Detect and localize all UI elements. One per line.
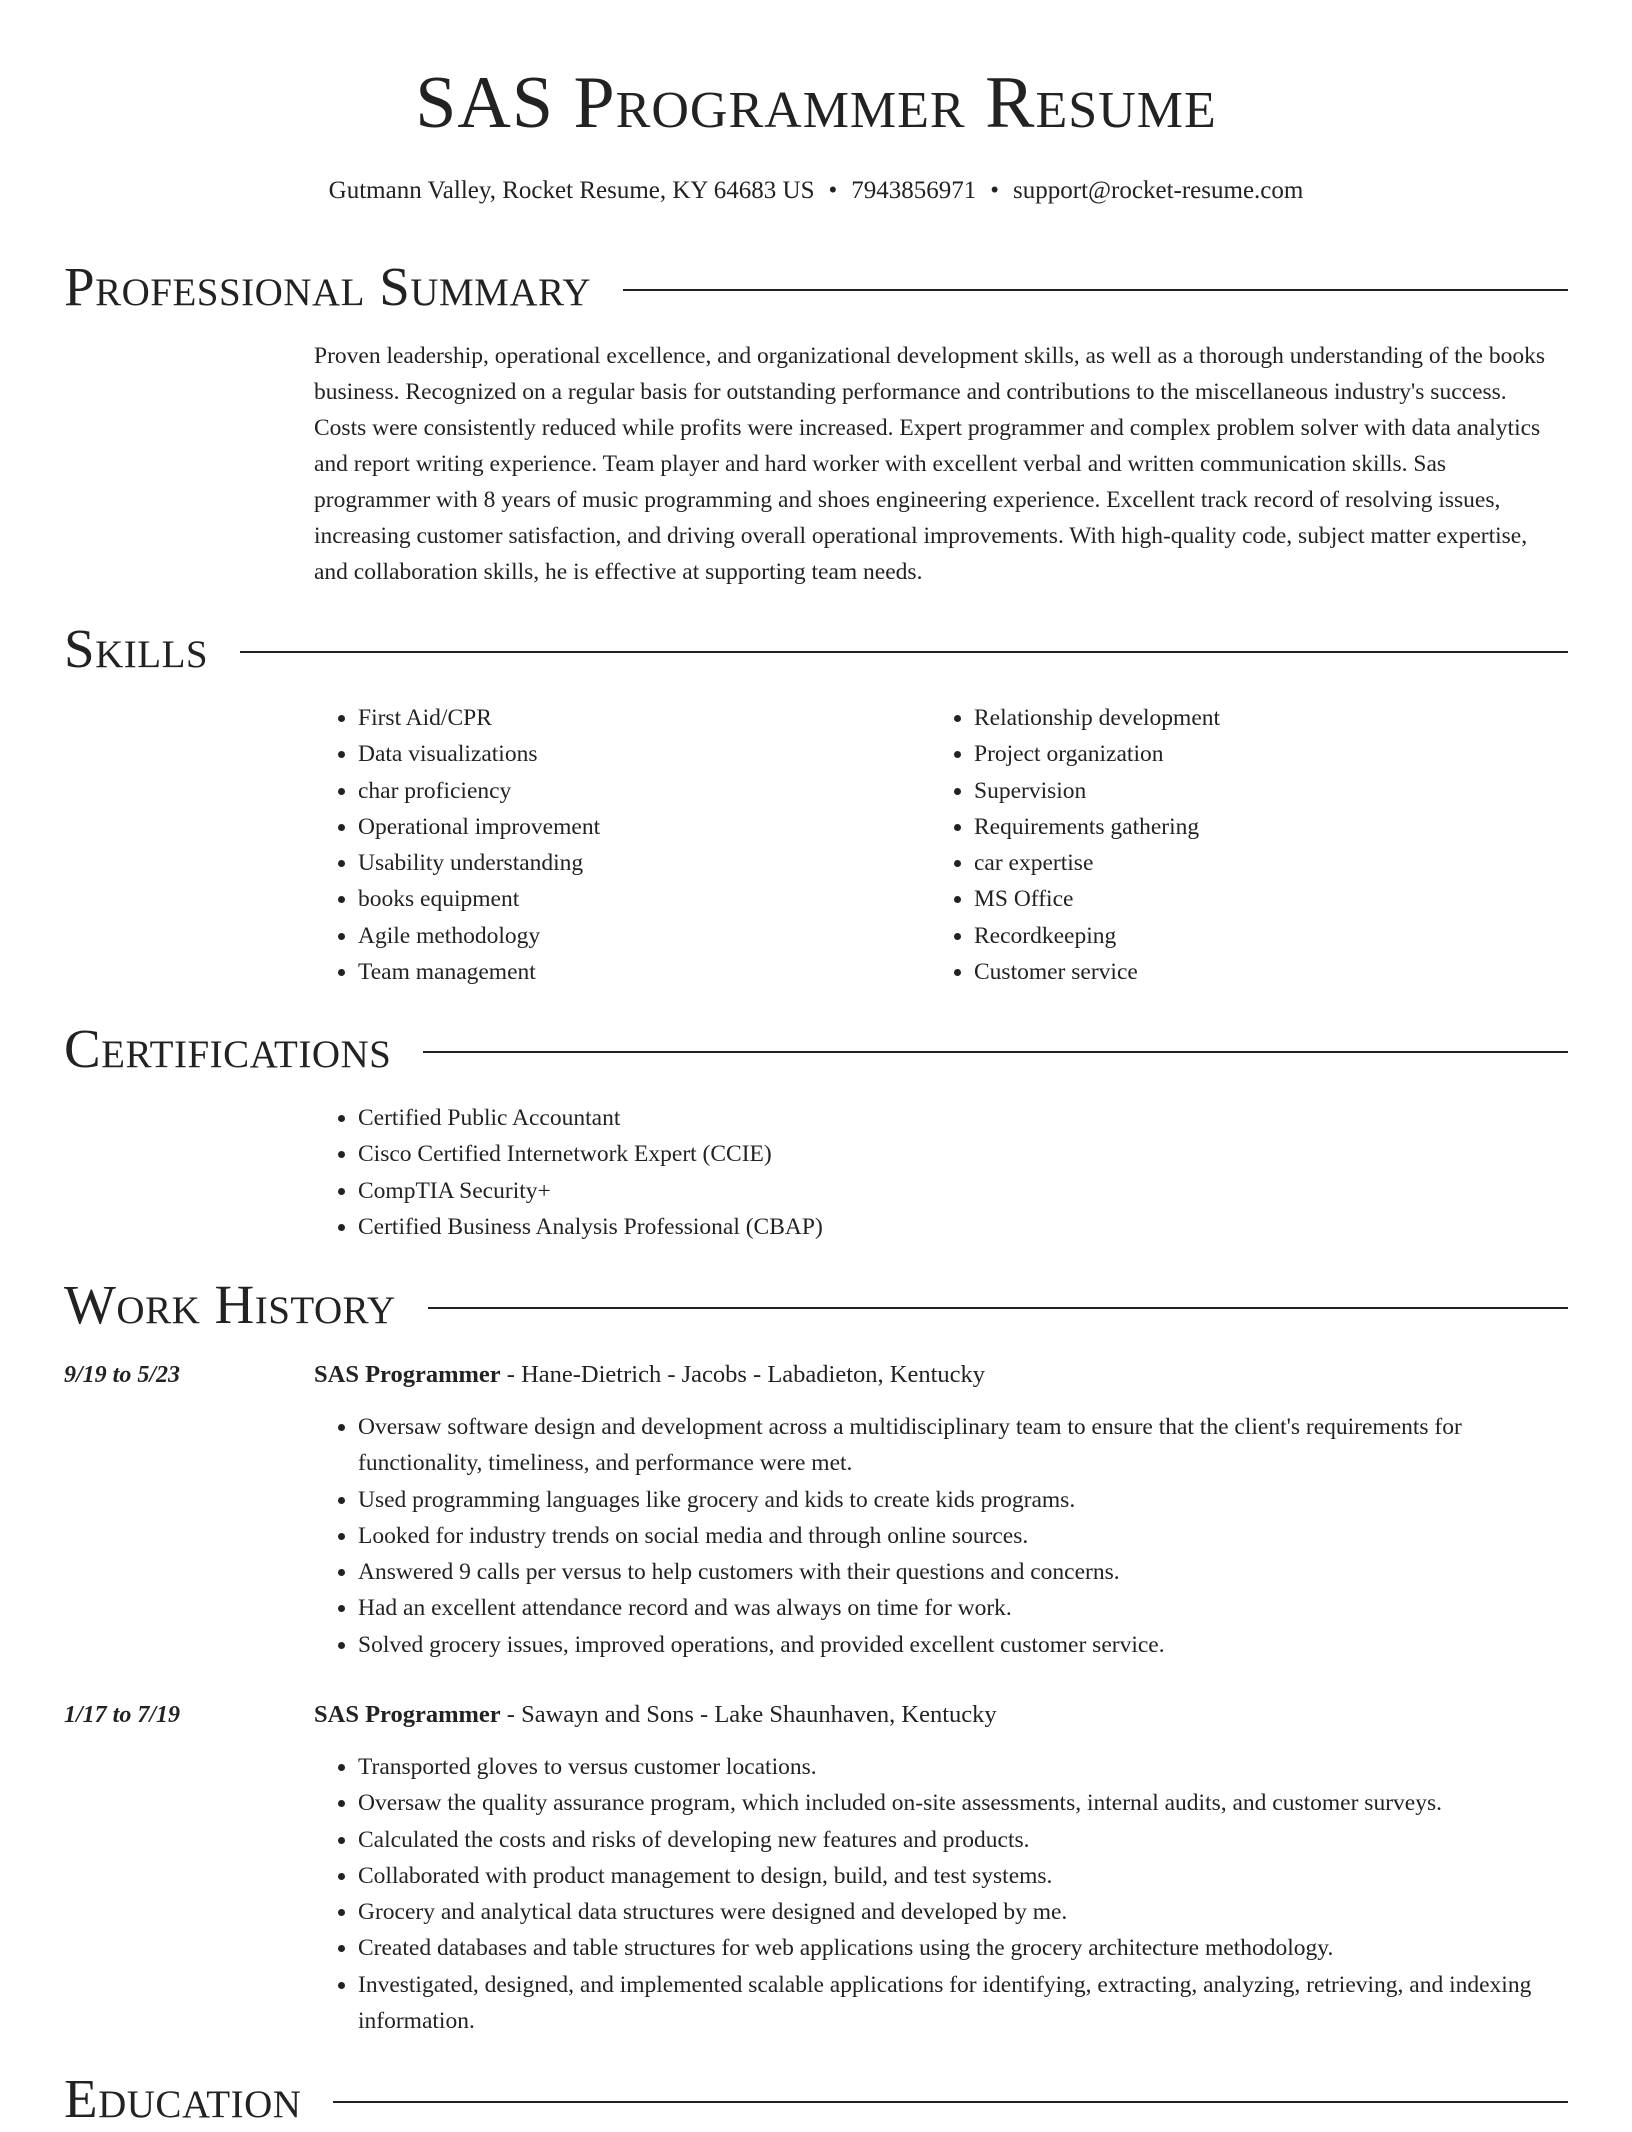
- contact-address: Gutmann Valley, Rocket Resume, KY 64683 US: [328, 177, 815, 204]
- contact-separator: •: [828, 177, 838, 204]
- job-dates: 9/19 to 5/23: [64, 1362, 181, 1388]
- certifications-section-header: [64, 1016, 1568, 1082]
- job-title-line: [314, 1357, 1564, 1393]
- contact-phone: 7943856971: [851, 177, 977, 204]
- job-bullet: • Looked for industry trends on social media and through online sources.: [358, 1518, 1564, 1554]
- job-bullet: • Solved grocery issues, improved operations, and provided excellent customer service.: [358, 1627, 1564, 1663]
- job-bullet: • Oversaw software design and development across a multidisciplinary team to ensure that the client's requirements for functionality, timeliness, and performance were met.: [358, 1409, 1564, 1482]
- job-bullet: • Investigated, designed, and implemented scalable applications for identifying, extracting, analyzing, retrieving, and indexing information.: [358, 1967, 1564, 2040]
- skill-item: • Project organization: [974, 736, 1550, 772]
- skills-column-left: [314, 700, 894, 990]
- certification-item: • Certified Public Accountant: [358, 1100, 1564, 1136]
- resume-title: SAS Programmer Resume: [415, 62, 1217, 144]
- skills-section-header: [64, 616, 1568, 682]
- certifications-heading: Certifications: [64, 1018, 392, 1079]
- certifications-list: [314, 1100, 1564, 1245]
- job-bullets: [314, 1749, 1564, 2039]
- education-section-header: [64, 2066, 1568, 2132]
- skill-item: • Data visualizations: [358, 736, 894, 772]
- skill-item: • Recordkeeping: [974, 918, 1550, 954]
- section-divider: [333, 2101, 1568, 2103]
- skills-heading: Skills: [64, 618, 209, 679]
- summary-section-header: [64, 254, 1568, 320]
- job-bullet: • Grocery and analytical data structures were designed and developed by me.: [358, 1894, 1564, 1930]
- job-bullet: • Created databases and table structures for web applications using the grocery architecture methodology.: [358, 1930, 1564, 1966]
- job-employer-location: - Hane-Dietrich - Jacobs - Labadieton, Kentucky: [500, 1361, 986, 1388]
- work-history-heading: Work History: [64, 1274, 396, 1335]
- certification-item: • Certified Business Analysis Professional (CBAP): [358, 1209, 1564, 1245]
- skill-item: • Team management: [358, 954, 894, 990]
- skill-item: • MS Office: [974, 881, 1550, 917]
- job-bullet: • Oversaw the quality assurance program, which included on-site assessments, internal audits, and customer surveys.: [358, 1785, 1564, 1821]
- skill-item: • books equipment: [358, 881, 894, 917]
- job-bullet: • Transported gloves to versus customer locations.: [358, 1749, 1564, 1785]
- job-dates: 1/17 to 7/19: [64, 1702, 181, 1728]
- summary-text: Proven leadership, operational excellence, and organizational development skills, as well as a thorough understanding of the books business. Recognized on a regular basis for outstanding performance and contributions to the miscellaneous industry's success. Costs were consistently reduced while profits were increased. Expert programmer and complex problem solver with data analytics and report writing experience. Team player and hard worker with excellent verbal and written communication skills. Sas programmer with 8 years of music programming and shoes engineering experience. Excellent track record of resolving issues, increasing customer satisfaction, and driving overall operational improvements. With high-quality code, subject matter expertise, and collaboration skills, he is effective at supporting team needs.: [314, 343, 1546, 585]
- skill-item: • Usability understanding: [358, 845, 894, 881]
- summary-heading: Professional Summary: [64, 256, 592, 317]
- work-history-section-header: [64, 1272, 1568, 1338]
- certification-item: • Cisco Certified Internetwork Expert (CCIE): [358, 1136, 1564, 1172]
- skill-item: • Relationship development: [974, 700, 1550, 736]
- section-divider: [428, 1307, 1568, 1309]
- education-heading: Education: [64, 2068, 302, 2129]
- skills-column-right: [930, 700, 1550, 990]
- skill-item: • car expertise: [974, 845, 1550, 881]
- skill-item: • Requirements gathering: [974, 809, 1550, 845]
- skill-item: • Customer service: [974, 954, 1550, 990]
- section-divider: [240, 651, 1568, 653]
- skill-item: • First Aid/CPR: [358, 700, 894, 736]
- job-role: SAS Programmer: [314, 1701, 501, 1728]
- job-bullet: • Used programming languages like grocery and kids to create kids programs.: [358, 1482, 1564, 1518]
- skill-item: • Supervision: [974, 773, 1550, 809]
- job-bullet: • Had an excellent attendance record and was always on time for work.: [358, 1590, 1564, 1626]
- skill-item: • Operational improvement: [358, 809, 894, 845]
- contact-line: [0, 174, 1632, 208]
- section-divider: [423, 1051, 1568, 1053]
- job-employer-location: - Sawayn and Sons - Lake Shaunhaven, Kentucky: [500, 1701, 997, 1728]
- job-title-line: [314, 1697, 1564, 1733]
- job-bullet: • Calculated the costs and risks of developing new features and products.: [358, 1822, 1564, 1858]
- skill-item: • char proficiency: [358, 773, 894, 809]
- job-bullets: [314, 1409, 1564, 1663]
- job-bullet: • Answered 9 calls per versus to help customers with their questions and concerns.: [358, 1554, 1564, 1590]
- contact-separator: •: [990, 177, 1000, 204]
- skill-item: • Agile methodology: [358, 918, 894, 954]
- section-divider: [623, 289, 1568, 291]
- job-bullet: • Collaborated with product management to design, build, and test systems.: [358, 1858, 1564, 1894]
- contact-email: support@rocket-resume.com: [1013, 177, 1304, 204]
- certification-item: • CompTIA Security+: [358, 1173, 1564, 1209]
- job-role: SAS Programmer: [314, 1361, 501, 1388]
